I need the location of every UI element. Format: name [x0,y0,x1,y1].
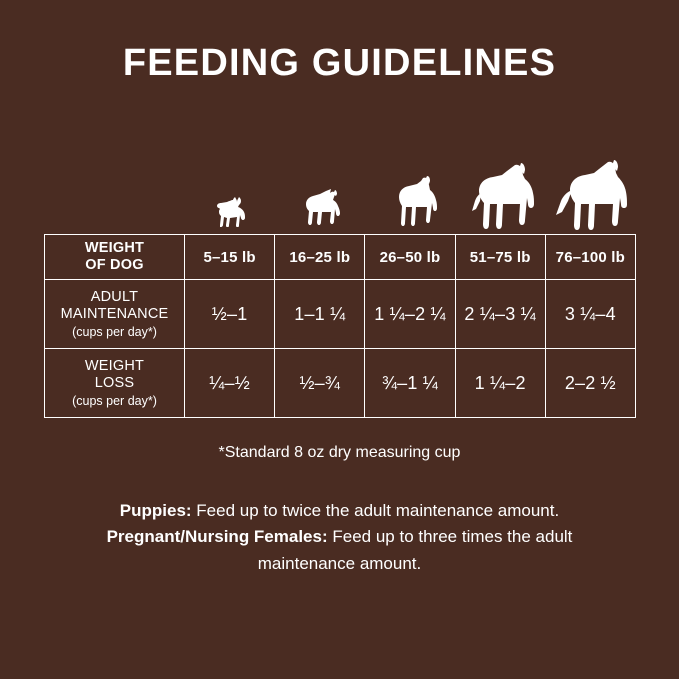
header-weight-of-dog [45,235,185,280]
boxer-silhouette-icon [364,150,454,235]
puppies-note [60,498,619,524]
measuring-cup-footnote: *Standard 8 oz dry measuring cup [218,444,461,461]
row-label-weight-loss [45,349,185,418]
pregnant-text: Feed up to three times the adult [327,527,573,547]
cell-adult-2: 1 ¼–2 ¼ [365,280,455,349]
table-row [45,280,636,349]
header-weight-col-4: 76–100 lb [545,235,635,280]
cell-loss-3: 1 ¼–2 [455,349,545,418]
pregnant-note-line2: maintenance amount. [257,553,422,573]
puppies-label: Puppies: [119,501,192,520]
cell-loss-0: ¼–½ [185,349,275,418]
table-row [45,349,636,418]
feeding-notes [60,498,619,577]
chihuahua-silhouette-icon [183,150,273,235]
row-label-sub: (cups per day*) [72,393,157,408]
cell-adult-3: 2 ¼–3 ¼ [455,280,545,349]
pointer-silhouette-icon [454,150,544,235]
dog-silhouette-row [44,150,635,235]
cell-loss-2: ¾–1 ¼ [365,349,455,418]
header-weight-col-0: 5–15 lb [185,235,275,280]
page-title: FEEDING GUIDELINES [122,42,557,84]
cell-adult-4: 3 ¼–4 [545,280,635,349]
pregnant-note [60,524,619,550]
row-label-sub: (cups per day*) [72,324,157,339]
header-weight-col-1: 16–25 lb [275,235,365,280]
feeding-guidelines-table [44,234,636,418]
cell-adult-0: ½–1 [185,280,275,349]
puppies-text: Feed up to twice the adult maintenance amount. [191,501,560,520]
header-weight-col-3: 51–75 lb [455,235,545,280]
cell-loss-4: 2–2 ½ [545,349,635,418]
row-label-line2: LOSS [94,374,135,391]
header-weight-col-2: 26–50 lb [365,235,455,280]
row-label-line1: ADULT [90,288,139,305]
header-weight-line1: WEIGHT [84,240,145,257]
dog-row-label-spacer [44,150,183,235]
row-label-line2: MAINTENANCE [60,305,169,322]
row-label-line1: WEIGHT [84,357,145,374]
terrier-silhouette-icon [273,150,363,235]
row-label-adult-maintenance [45,280,185,349]
cell-adult-1: 1–1 ¼ [275,280,365,349]
feeding-table-wrap [44,234,635,418]
header-weight-line2: OF DOG [85,257,144,273]
cell-loss-1: ½–¾ [275,349,365,418]
table-header-row [45,235,636,280]
pregnant-label: Pregnant/Nursing Females: [106,527,328,547]
retriever-silhouette-icon [545,150,635,235]
